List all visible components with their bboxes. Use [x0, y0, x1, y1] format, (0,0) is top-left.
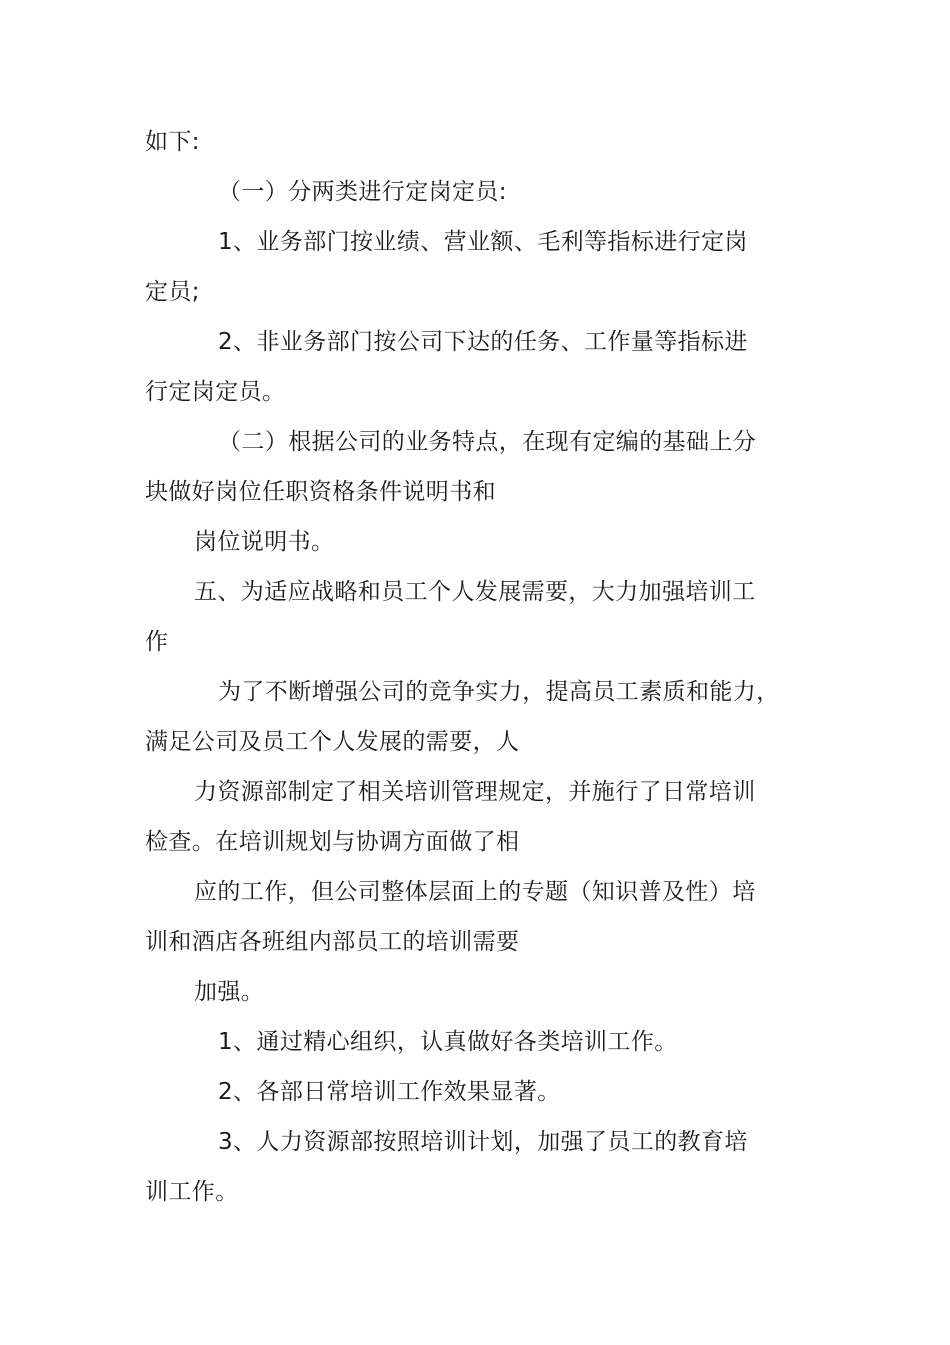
section-heading: （一）分两类进行定岗定员: [218, 179, 507, 205]
paragraph-line: 应的工作，但公司整体层面上的专题（知识普及性）培 [194, 879, 756, 905]
text-line: 定员; [145, 279, 200, 305]
paragraph-line: 训和酒店各班组内部员工的培训需要 [145, 929, 520, 955]
list-item: 1、通过精心组织，认真做好各类培训工作。 [218, 1029, 678, 1055]
paragraph-line: 加强。 [194, 979, 265, 1005]
list-item: 2、非业务部门按公司下达的任务、工作量等指标进 [218, 329, 748, 355]
list-item: 3、人力资源部按照培训计划，加强了员工的教育培 [218, 1129, 748, 1155]
section-heading: （二）根据公司的业务特点，在现有定编的基础上分 [218, 429, 757, 455]
text-line: 训工作。 [145, 1179, 239, 1205]
paragraph-line: 力资源部制定了相关培训管理规定，并施行了日常培训 [194, 779, 756, 805]
list-item: 1、业务部门按业绩、营业额、毛利等指标进行定岗 [218, 229, 748, 255]
text-line: 如下: [145, 129, 200, 155]
text-line: 岗位说明书。 [194, 529, 335, 555]
text-line: 作 [145, 629, 169, 655]
list-item: 2、各部日常培训工作效果显著。 [218, 1079, 561, 1105]
paragraph-line: 为了不断增强公司的竞争实力，提高员工素质和能力， [218, 679, 780, 705]
section-heading: 五、为适应战略和员工个人发展需要，大力加强培训工 [194, 579, 756, 605]
paragraph-line: 检查。在培训规划与协调方面做了相 [145, 829, 520, 855]
text-line: 行定岗定员。 [145, 379, 286, 405]
paragraph-line: 满足公司及员工个人发展的需要，人 [145, 729, 520, 755]
text-line: 块做好岗位任职资格条件说明书和 [145, 479, 496, 505]
